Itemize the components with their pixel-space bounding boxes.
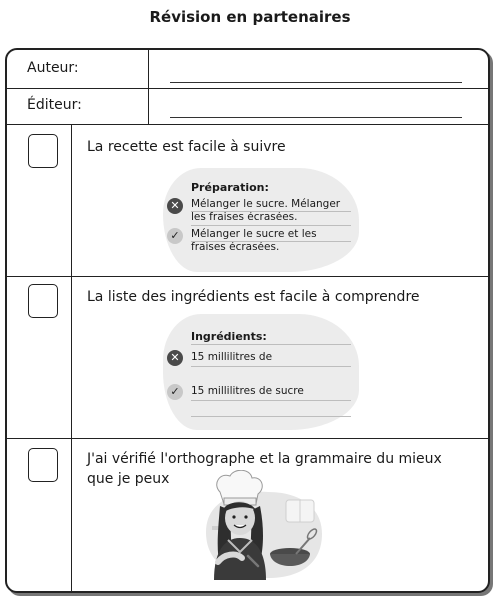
bad-example-text: 15 millilitres de — [191, 351, 273, 363]
column-divider — [148, 50, 149, 124]
check-mark-icon: ✓ — [167, 384, 183, 400]
criterion-1-text: La recette est facile à suivre — [87, 139, 286, 155]
author-label: Auteur: — [27, 60, 79, 76]
check-mark-icon: ✓ — [167, 228, 183, 244]
good-example-text: 15 millilitres de sucre — [191, 385, 304, 397]
good-example-text: Mélanger le sucre et les fraises écrasées. — [191, 228, 317, 253]
criterion-1-checkbox[interactable] — [28, 134, 58, 168]
criterion-3-text: J'ai vérifié l'orthographe et la grammaire du mieux que je peux — [87, 451, 442, 487]
column-divider — [71, 124, 72, 591]
page-title: Révision en partenaires — [149, 8, 351, 26]
bad-example-text: Mélanger le sucre. Mélanger les fraises écrasées. — [191, 198, 341, 223]
preparation-example-card — [163, 168, 359, 272]
editor-label: Éditeur: — [27, 97, 82, 113]
author-field[interactable] — [170, 82, 462, 83]
x-mark-icon: ✕ — [167, 198, 183, 214]
x-mark-icon: ✕ — [167, 350, 183, 366]
criterion-2-checkbox[interactable] — [28, 284, 58, 318]
criterion-2-text: La liste des ingrédients est facile à comprendre — [87, 289, 420, 305]
row-divider — [7, 124, 488, 125]
editor-field[interactable] — [170, 117, 462, 118]
row-divider — [7, 88, 488, 89]
ingredients-title: Ingrédients: — [191, 330, 267, 343]
chef-cooking-illustration — [198, 470, 328, 580]
preparation-title: Préparation: — [191, 181, 269, 194]
ingredients-example-card — [163, 314, 359, 430]
row-divider — [7, 276, 488, 277]
criterion-3-checkbox[interactable] — [28, 448, 58, 482]
row-divider — [7, 438, 488, 439]
